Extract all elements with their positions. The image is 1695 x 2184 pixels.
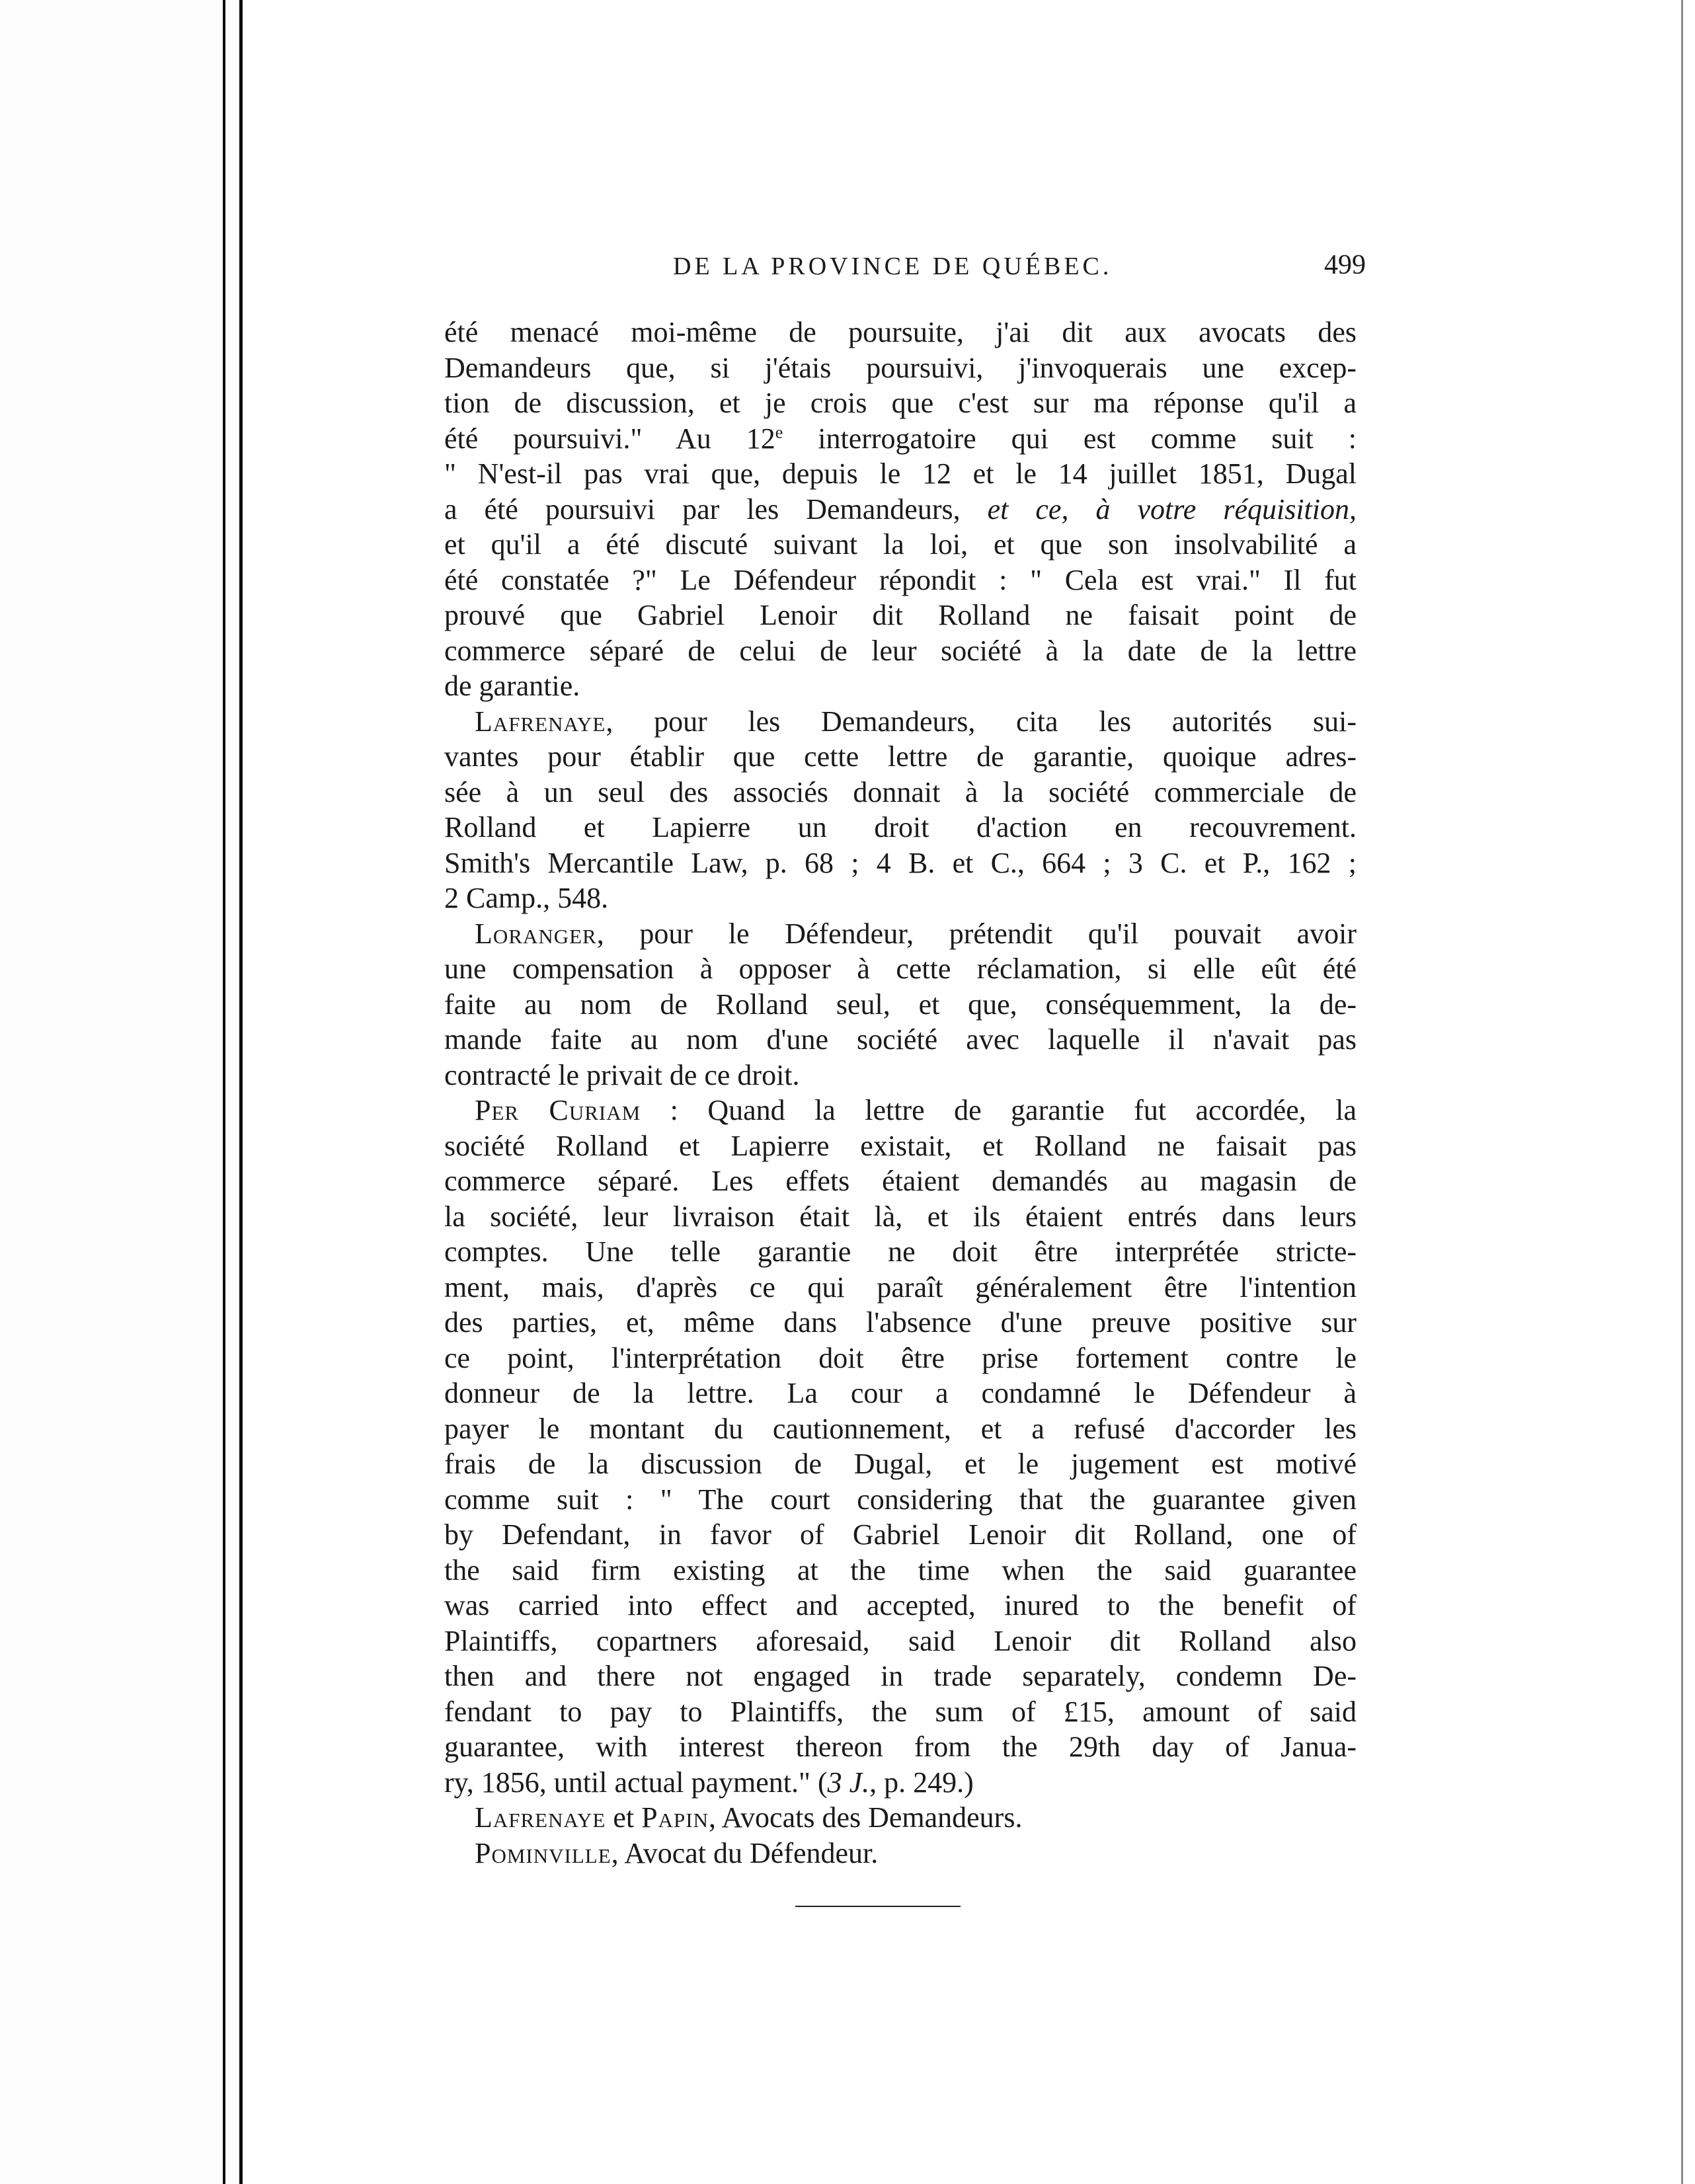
court-heading: Per Curiam <box>475 1094 641 1126</box>
page-gutter-shadow <box>223 0 225 2184</box>
text-line: une compensation à opposer à cette réclamation, si elle eût été <box>444 953 1357 985</box>
counsel-name: Papin <box>641 1801 709 1834</box>
text-line: comme suit : " The court considering that the guarantee given <box>444 1483 1357 1516</box>
signature-plaintiffs: Lafrenaye et Papin, Avocats des Demandeurs. <box>475 1801 1023 1834</box>
text-line: " N'est-il pas vrai que, depuis le 12 et le 14 juillet 1851, Dugal <box>444 457 1357 490</box>
text-line: ce point, l'interprétation doit être prise fortement contre le <box>444 1341 1357 1374</box>
text-line: the said firm existing at the time when the said guarantee <box>444 1553 1357 1586</box>
page-gutter-edge <box>239 0 243 2184</box>
text-line: guarantee, with interest thereon from the 29th day of Janua- <box>444 1731 1357 1763</box>
superscript: e <box>775 422 783 442</box>
text-line: été menacé moi-même de poursuite, j'ai dit aux avocats des <box>444 316 1357 348</box>
paragraph-per-curiam: Per Curiam : Quand la lettre de garantie fut accordée, la <box>475 1094 1357 1126</box>
closing-rule <box>795 1906 961 1907</box>
text-line: des parties, et, même dans l'absence d'une preuve positive sur <box>444 1306 1357 1339</box>
text-line: payer le montant du cautionnement, et a refusé d'accorder les <box>444 1412 1357 1445</box>
text-line: tion de discussion, et je crois que c'est sur ma réponse qu'il a <box>444 387 1357 419</box>
text-line: société Rolland et Lapierre existait, et Rolland ne faisait pas <box>444 1129 1357 1162</box>
italic-phrase: et ce, à votre réquisition, <box>987 492 1357 526</box>
text-line: sée à un seul des associés donnait à la société commerciale de <box>444 775 1357 808</box>
text-line: été poursuivi." Au 12e interrogatoire qui est comme suit : <box>444 422 1357 455</box>
counsel-name: Pominville <box>475 1836 611 1869</box>
text-line: fendant to pay to Plaintiffs, the sum of £15, amount of said <box>444 1695 1357 1728</box>
text-line: faite au nom de Rolland seul, et que, conséquemment, la de- <box>444 988 1357 1021</box>
page-body <box>444 315 1357 1871</box>
text-line: ment, mais, d'après ce qui paraît généralement être l'intention <box>444 1270 1357 1304</box>
text-line: 2 Camp., 548. <box>444 882 609 914</box>
text-line: mande faite au nom d'une société avec laquelle il n'avait pas <box>444 1023 1357 1056</box>
running-head: DE LA PROVINCE DE QUÉBEC. <box>673 253 1113 280</box>
signature-defendant: Pominville, Avocat du Défendeur. <box>475 1836 879 1869</box>
page-number: 499 <box>1324 250 1366 280</box>
text-line: a été poursuivi par les Demandeurs, et ce, à votre réquisition, <box>444 492 1357 526</box>
text-line: ry, 1856, until actual payment." (3 J., p. 249.) <box>444 1766 974 1799</box>
page-right-edge <box>1681 0 1683 2184</box>
text-line: comptes. Une telle garantie ne doit être interprétée stricte- <box>444 1235 1357 1268</box>
text-line: Plaintiffs, copartners aforesaid, said Lenoir dit Rolland also <box>444 1624 1357 1657</box>
counsel-name: Lafrenaye <box>475 705 606 738</box>
text-line: contracté le privait de ce droit. <box>444 1058 800 1091</box>
text-line: vantes pour établir que cette lettre de garantie, quoique adres- <box>444 740 1357 773</box>
text-line: de garantie. <box>444 670 580 702</box>
text-line: by Defendant, in favor of Gabriel Lenoir dit Rolland, one of <box>444 1518 1357 1551</box>
text-line: Smith's Mercantile Law, p. 68 ; 4 B. et C., 664 ; 3 C. et P., 162 ; <box>444 846 1357 879</box>
counsel-name: Loranger <box>475 917 597 950</box>
text-line: frais de la discussion de Dugal, et le jugement est motivé <box>444 1448 1357 1480</box>
paragraph-lafrenaye: Lafrenaye, pour les Demandeurs, cita les autorités sui- <box>475 705 1357 738</box>
text-line: et qu'il a été discuté suivant la loi, et que son insolvabilité a <box>444 528 1357 561</box>
text-line: was carried into effect and accepted, inured to the benefit of <box>444 1589 1357 1621</box>
text-line: la société, leur livraison était là, et ils étaient entrés dans leurs <box>444 1200 1357 1233</box>
citation-volume: 3 J. <box>827 1766 870 1799</box>
counsel-name: Lafrenaye <box>475 1801 606 1834</box>
text-line: Rolland et Lapierre un droit d'action en recouvrement. <box>444 811 1357 843</box>
paragraph-loranger: Loranger, pour le Défendeur, prétendit qu'il pouvait avoir <box>475 917 1357 950</box>
text-line: donneur de la lettre. La cour a condamné le Défendeur à <box>444 1377 1357 1409</box>
text-line: prouvé que Gabriel Lenoir dit Rolland ne faisait point de <box>444 599 1357 631</box>
text-line: Demandeurs que, si j'étais poursuivi, j'invoquerais une excep- <box>444 351 1357 384</box>
text-line: commerce séparé de celui de leur société à la date de la lettre <box>444 634 1357 667</box>
page-header <box>673 252 1366 285</box>
text-line: then and there not engaged in trade separately, condemn De- <box>444 1660 1357 1692</box>
facing-page <box>0 0 238 2184</box>
text-line: commerce séparé. Les effets étaient demandés au magasin de <box>444 1165 1357 1197</box>
text-line: été constatée ?" Le Défendeur répondit : " Cela est vrai." Il fut <box>444 563 1357 596</box>
